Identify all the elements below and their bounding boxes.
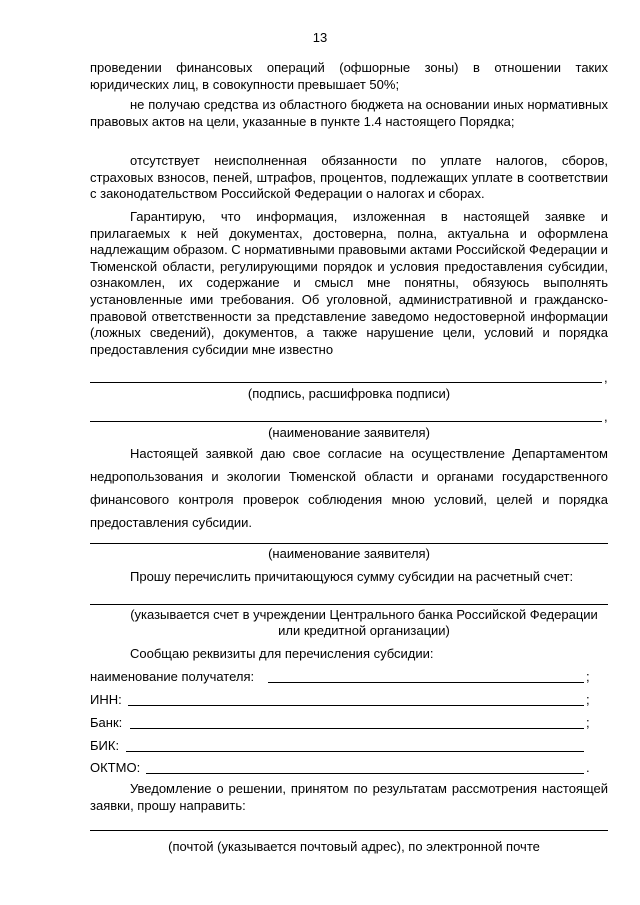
field-label-bik: БИК:: [90, 738, 120, 753]
page-number: 13: [312, 30, 328, 45]
paragraph-offshore: проведении финансовых операций (офшорные зоны) в отношении таких юридических лиц, в совокупности превышает 50%;: [90, 60, 608, 92]
field-recipient-semicolon: ;: [586, 669, 590, 684]
field-inn-semicolon: ;: [586, 692, 590, 707]
applicant-name-caption-1: (наименование заявителя): [268, 425, 430, 440]
delivery-caption: (почтой (указывается почтовый адрес), по электронной почте: [168, 839, 540, 854]
field-label-oktmo: ОКТМО:: [90, 760, 141, 775]
account-caption: (указывается счет в учреждении Центрального банка Российской Федерации или кредитной организации): [130, 607, 598, 638]
account-line[interactable]: [90, 604, 608, 605]
paragraph-consent: Настоящей заявкой даю свое согласие на осуществление Департаментом недропользования и экологии Тюменской области и органами государственного финансового контроля проверок соблюдения мною условий, целей и порядка предоставления субсидии.: [90, 446, 608, 530]
field-inn-line[interactable]: [128, 705, 584, 706]
paragraph-no-budget-funds: не получаю средства из областного бюджета на основании иных нормативных правовых актов на цели, указанные в пункте 1.4 настоящего Порядка;: [90, 97, 608, 129]
field-label-recipient: наименование получателя:: [90, 669, 255, 684]
field-oktmo-period: .: [586, 760, 590, 775]
signature-comma: ,: [604, 370, 608, 385]
paragraph-requisites: Сообщаю реквизиты для перечисления субсидии:: [130, 646, 434, 661]
field-label-inn: ИНН:: [90, 692, 122, 707]
signature-caption: (подпись, расшифровка подписи): [247, 386, 451, 401]
applicant-name-line-1[interactable]: [90, 421, 602, 422]
field-bank-semicolon: ;: [586, 715, 590, 730]
applicant-name-line-2[interactable]: [90, 543, 608, 544]
field-oktmo-line[interactable]: [146, 773, 584, 774]
signature-line[interactable]: [90, 382, 602, 383]
field-bik-line[interactable]: [126, 751, 584, 752]
field-recipient-line[interactable]: [268, 682, 584, 683]
field-bank-line[interactable]: [130, 728, 584, 729]
paragraph-guarantee: Гарантирую, что информация, изложенная в настоящей заявке и прилагаемых к ней документах, достоверна, полна, актуальна и оформлена надлежащим образом. С нормативными правовыми актами Российской Федерации и Тюменской области, регулирующими порядок и условия предоставления субсидии, ознакомлен, их содержание и смысл мне понятны, обязуюсь выполнять установленные ими требования. Об уголовной, административной и гражданско-правовой ответственности за представление заведомо недостоверной информации (ложных сведений), документов, а также нарушение цели, условий и порядка предоставления субсидии мне известно: [90, 209, 608, 357]
field-label-bank: Банк:: [90, 715, 123, 730]
paragraph-no-tax-debt: отсутствует неисполненная обязанности по уплате налогов, сборов, страховых взносов, пеней, штрафов, процентов, подлежащих уплате в соответствии с законодательством Российской Федерации о налогах и сборах.: [90, 153, 608, 202]
paragraph-transfer-request: Прошу перечислить причитающуюся сумму субсидии на расчетный счет:: [130, 569, 574, 584]
paragraph-notification: Уведомление о решении, принятом по результатам рассмотрения настоящей заявки, прошу направить:: [90, 781, 608, 813]
applicant-name-comma: ,: [604, 409, 608, 424]
applicant-name-caption-2: (наименование заявителя): [268, 546, 430, 561]
notification-line[interactable]: [90, 830, 608, 831]
